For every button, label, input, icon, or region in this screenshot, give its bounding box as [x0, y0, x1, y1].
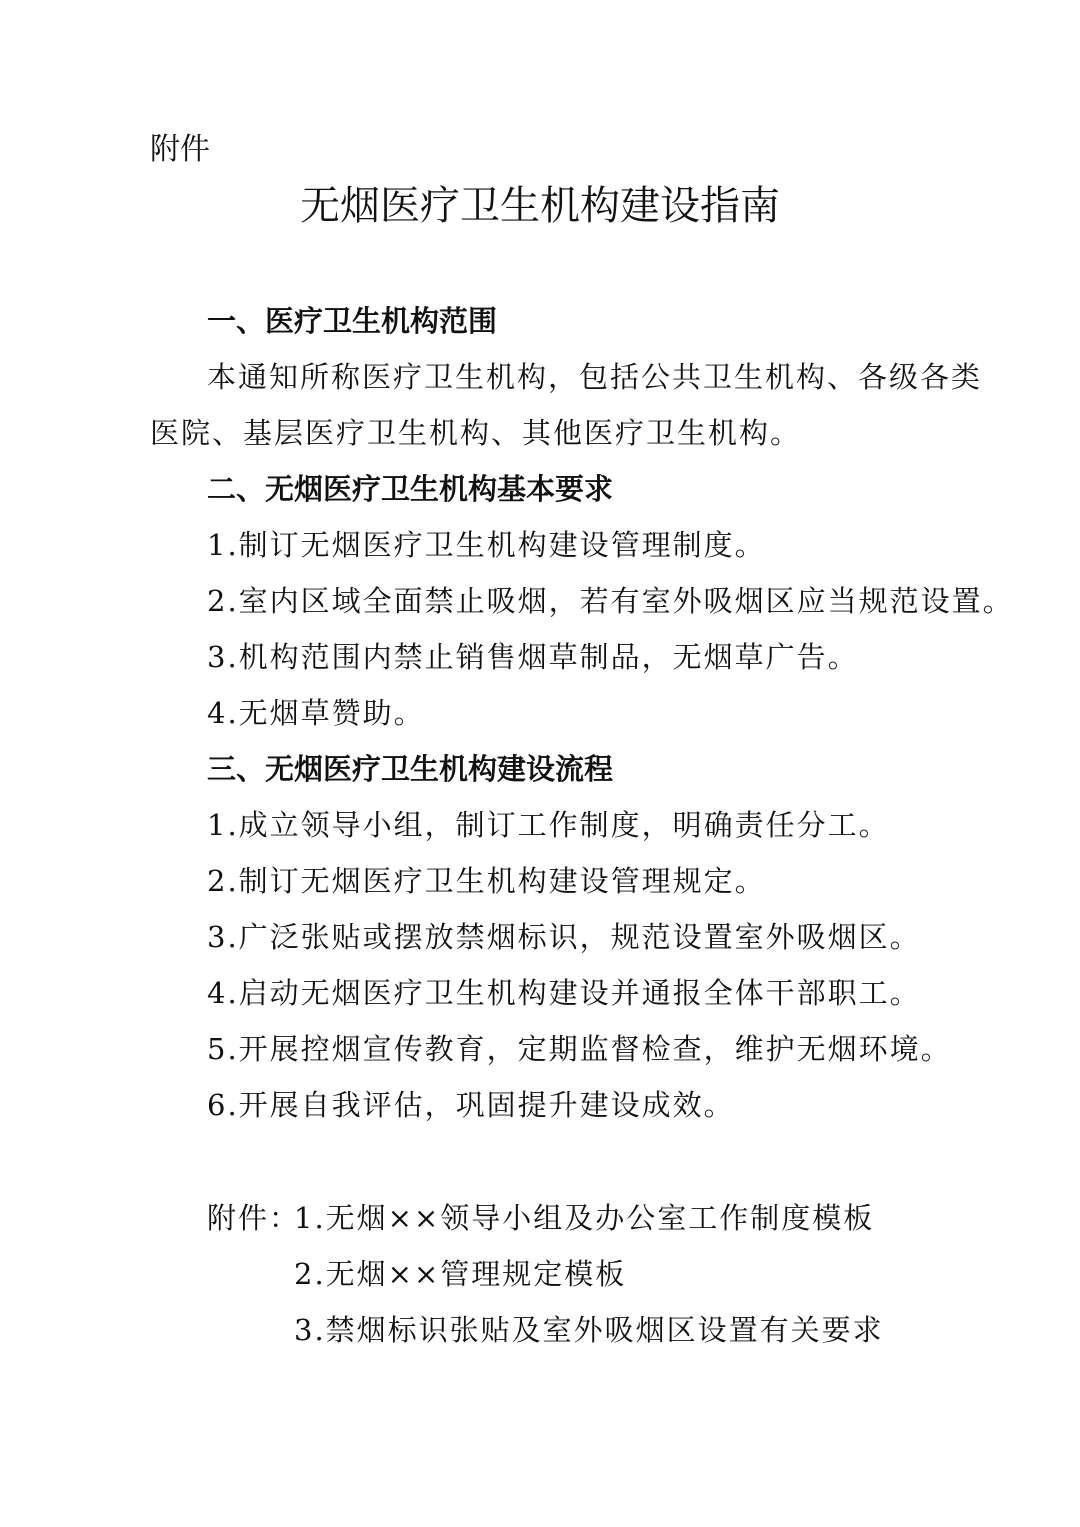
attachment-item: 2.无烟××管理规定模板: [294, 1257, 627, 1291]
attachment-label: 附件: [150, 132, 210, 167]
attachment-item: 1.无烟××领导小组及办公室工作制度模板: [294, 1201, 875, 1235]
section1-paragraph-line2: 医院、基层医疗卫生机构、其他医疗卫生机构。: [150, 416, 802, 450]
section3-item: 4.启动无烟医疗卫生机构建设并通报全体干部职工。: [207, 976, 921, 1010]
section2-heading: 二、无烟医疗卫生机构基本要求: [207, 472, 614, 506]
section1-paragraph-line1: 本通知所称医疗卫生机构，包括公共卫生机构、各级各类: [207, 360, 983, 394]
section2-item: 2.室内区域全面禁止吸烟，若有室外吸烟区应当规范设置。: [207, 584, 1014, 618]
attachments-prefix: 附件：: [207, 1201, 301, 1235]
section3-item: 3.广泛张贴或摆放禁烟标识，规范设置室外吸烟区。: [207, 920, 921, 954]
section2-item: 1.制订无烟医疗卫生机构建设管理制度。: [207, 528, 766, 562]
section3-item: 1.成立领导小组，制订工作制度，明确责任分工。: [207, 808, 890, 842]
document-title: 无烟医疗卫生机构建设指南: [300, 183, 780, 229]
section3-item: 5.开展控烟宣传教育，定期监督检查，维护无烟环境。: [207, 1032, 952, 1066]
section2-item: 4.无烟草赞助。: [207, 696, 425, 730]
section3-heading: 三、无烟医疗卫生机构建设流程: [207, 752, 614, 786]
section3-item: 6.开展自我评估，巩固提升建设成效。: [207, 1088, 735, 1122]
section1-heading: 一、医疗卫生机构范围: [207, 304, 498, 338]
section3-item: 2.制订无烟医疗卫生机构建设管理规定。: [207, 864, 766, 898]
attachment-item: 3.禁烟标识张贴及室外吸烟区设置有关要求: [294, 1313, 884, 1347]
section2-item: 3.机构范围内禁止销售烟草制品，无烟草广告。: [207, 640, 859, 674]
